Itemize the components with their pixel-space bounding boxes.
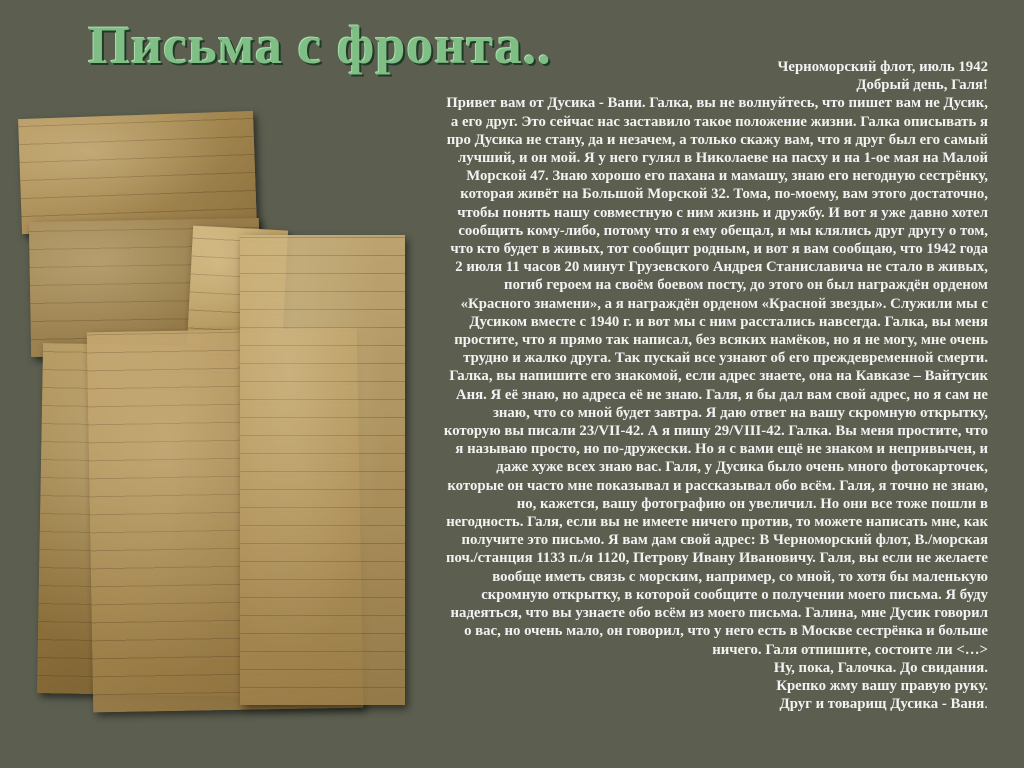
letter-body-line: погиб героем на своём боевом посту, до этого он был награждён орденом xyxy=(504,277,988,294)
letter-body xyxy=(236,94,988,658)
letter-body-line: я называю просто, но по-дружески. Но я с вами ещё не знаком и непривычен, и xyxy=(455,441,988,458)
letter-body-line: которую вы писали 23/VII-42. А я пишу 29/VIII-42. Галка. Вы меня простите, что xyxy=(443,423,988,440)
letter-body-line: поч./станция 1133 п./я 1120, Петрову Ивану Ивановичу. Галя, вы если не желаете xyxy=(445,550,988,567)
letter-body-line: трудно и жалко друга. Так пускай все узнают об его преждевременной смерти. xyxy=(463,350,988,367)
letter-body-line: Морской 47. Знаю хорошо его пахана и мамашу, знаю его негодную сестрёнку, xyxy=(466,168,988,185)
letter-body-line: Галка, вы напишите его знакомой, если адрес знаете, она на Кавказе – Вайтусик xyxy=(449,368,988,385)
letter-body-line: которая живёт на Большой Морской 32. Тома, по-моему, вам этого достаточно, xyxy=(460,186,988,203)
letter-body-line: про Дусика не стану, да и незачем, а только скажу вам, что я друг был его самый xyxy=(446,131,988,148)
handwritten-letter-photo xyxy=(18,111,257,234)
letter-body-line: получите это письмо. Я вам дам свой адрес: В Черноморский флот, В./морская xyxy=(461,532,988,549)
letter-body-line: простите, что я прямо так написал, без всяких намёков, но я не могу, мне очень xyxy=(454,332,988,349)
letter-body-line: даже хуже всех знаю вас. Галя, у Дусика было очень много фотокарточек, xyxy=(496,459,988,476)
letter-body-line: сообщить кому-либо, потому что я ему обещал, и мы клялись друг другу о том, xyxy=(458,222,988,239)
letter-body-line: Аня. Я её знаю, но адреса её не знаю. Галя, я бы дал вам свой адрес, но я сам не xyxy=(455,386,988,403)
letter-body-line: но, кажется, вашу фотографию он увеличил. Но они все тоже пошли в xyxy=(516,495,988,512)
slide-title: Письма с фронта.. xyxy=(88,15,552,75)
letter-body-line: надеяться, что вы узнаете обо всём из моего письма. Галина, мне Дусик говорил xyxy=(450,605,988,622)
letter-header-line: Черноморский флот, июль 1942 xyxy=(777,59,988,75)
letter-body-line: скромную открытку, в которой сообщите о получении моего письма. Я буду xyxy=(481,586,988,603)
letter-signature-end: . xyxy=(984,696,988,713)
letter-body-line: знаю, что со мной будет завтра. Я даю ответ на вашу скромную открытку, xyxy=(492,404,988,421)
letter-body-line: а его друг. Это сейчас нас заставило такое положение жизни. Галка описывать я xyxy=(450,113,988,130)
letter-body-line: которые он часто мне показывал и рассказывал обо всём. Галя, я точно не знаю, xyxy=(447,477,988,494)
letter-body-line: негодность. Галя, если вы не имеете ничего против, то можете написать мне, как xyxy=(446,514,988,531)
letter-body-line: лучший, и он мой. Я у него гулял в Николаеве на пасху и на 1-ое мая на Малой xyxy=(457,150,988,167)
letter-body-line: 2 июля 11 часов 20 минут Грузевского Андрея Станиславича не стало в живых, xyxy=(455,259,988,276)
letter-signature-line xyxy=(236,695,988,713)
letter-body-line: что кто будет в живых, тот сообщит родным, и вот я вам сообщаю, что 1942 года xyxy=(450,241,988,258)
letter-body-line: вообще иметь связь с морским, например, со мной, то хотя бы маленькую xyxy=(492,568,988,585)
letter-signoff-line: Крепко жму вашу правую руку. xyxy=(776,677,988,694)
letter-body-line: чтобы понять нашу совместную с ним жизнь и дружбу. И вот я уже давно хотел xyxy=(457,204,988,221)
letter-body-line: Привет вам от Дусика - Вани. Галка, вы не волнуйтесь, что пишет вам не Дусик, xyxy=(446,95,988,112)
letter-body-line: «Красного знамени», а я награждён орденом «Красной звезды». Служили мы с xyxy=(460,295,988,312)
letter-body-line: Дусиком вместе с 1940 г. и вот мы с ним расстались навсегда. Галка, вы меня xyxy=(469,313,988,330)
letter-signature: Друг и товарищ Дусика - Ваня xyxy=(779,696,985,713)
letter-text xyxy=(236,58,988,713)
letter-body-line: о вас, но очень мало, он говорил, что у него есть в Москве сестрёнка и больше xyxy=(464,623,988,640)
letter-greeting: Добрый день, Галя! xyxy=(856,77,988,94)
letter-signoff-line: Ну, пока, Галочка. До свидания. xyxy=(773,659,988,676)
letter-body-line: ничего. Галя отпишите, состоите ли <…> xyxy=(712,641,988,658)
